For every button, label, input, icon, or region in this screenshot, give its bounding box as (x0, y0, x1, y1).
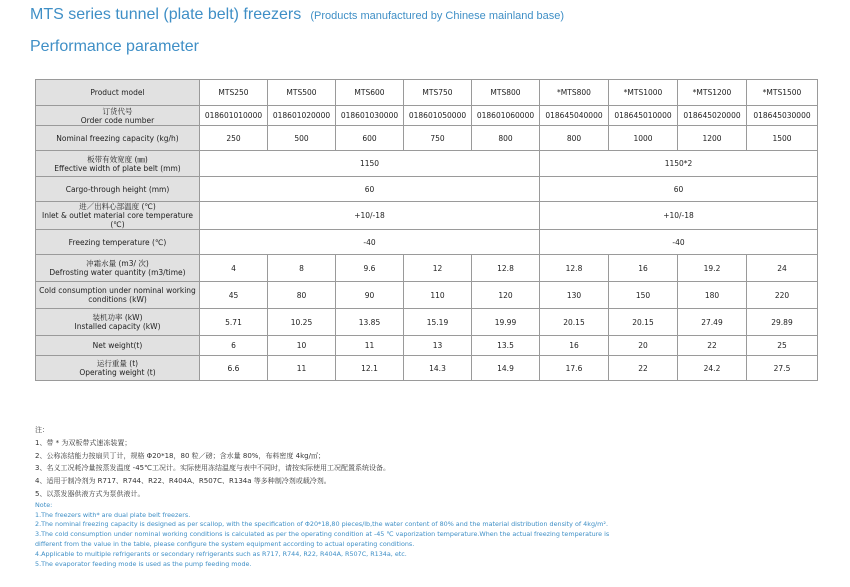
table-cell: 800 (472, 126, 540, 151)
row-label-en: Net weight(t) (92, 341, 143, 350)
table-cell: 13.5 (472, 336, 540, 356)
row-label-cn: 装机功率 (kW) (92, 313, 143, 322)
table-row (36, 230, 818, 255)
row-label (36, 151, 200, 177)
table-cell: 6.6 (200, 356, 268, 381)
table-cell: 20 (609, 336, 678, 356)
row-label (36, 336, 200, 356)
note-line-cn: 2、公称冻结能力按扇贝丁计，规格 Φ20*18，80 粒／磅；含水量 80%，布料密度 4kg/㎡； (35, 451, 325, 460)
table-cell: 27.49 (678, 309, 747, 336)
note-line-cn: 5、以蒸发器供液方式为泵供液计。 (35, 489, 145, 498)
row-label (36, 309, 200, 336)
note-line-cn: 3、名义工况耗冷量按蒸发温度 -45℃工况计。实际使用冻结温度与表中不同时，请按实际使用工况配置系统设备。 (35, 464, 390, 473)
table-row (36, 151, 818, 177)
column-header: MTS800 (472, 80, 540, 106)
table-cell: 29.89 (747, 309, 818, 336)
column-header: MTS600 (336, 80, 404, 106)
table-cell: 24 (747, 255, 818, 282)
table-cell: 018601010000 (200, 106, 268, 126)
notes-chinese (35, 424, 835, 501)
table-cell: 15.19 (404, 309, 472, 336)
table-cell: 45 (200, 282, 268, 309)
table-cell: 90 (336, 282, 404, 309)
table-cell: 24.2 (678, 356, 747, 381)
table-cell: 018645030000 (747, 106, 818, 126)
note-line-en: 5.The evaporator feeding mode is used as the pump feeding mode. (35, 559, 252, 568)
row-label (36, 282, 200, 309)
table-cell: 018645010000 (609, 106, 678, 126)
row-label-en: Freezing temperature (℃) (68, 237, 167, 247)
table-row (36, 282, 818, 309)
column-header: MTS250 (200, 80, 268, 106)
column-header: MTS750 (404, 80, 472, 106)
table-cell: 16 (609, 255, 678, 282)
table-cell: 17.6 (540, 356, 609, 381)
row-label-en: Operating weight (t) (79, 368, 156, 377)
row-label-en: Defrosting water quantity (m3/time) (49, 268, 186, 277)
table-cell: 22 (609, 356, 678, 381)
table-cell: 16 (540, 336, 609, 356)
table-cell: 14.3 (404, 356, 472, 381)
table-cell: 750 (404, 126, 472, 151)
row-label-en: Nominal freezing capacity (kg/h) (56, 133, 179, 143)
page-header (30, 4, 564, 24)
row-label (36, 126, 200, 151)
note-line-en: Note: (35, 500, 53, 509)
table-cell: 110 (404, 282, 472, 309)
table-cell: 19.99 (472, 309, 540, 336)
table-cell: 150 (609, 282, 678, 309)
table-row (36, 126, 818, 151)
table-cell: 13 (404, 336, 472, 356)
table-cell: 19.2 (678, 255, 747, 282)
row-label-en: Inlet & outlet material core temperature (℃) (42, 211, 193, 229)
table-cell: 1000 (609, 126, 678, 151)
table-cell: 500 (268, 126, 336, 151)
table-cell: 60 (540, 177, 818, 202)
row-label (36, 177, 200, 202)
table-row (36, 255, 818, 282)
table-row (36, 309, 818, 336)
note-line-cn: 4、适用于制冷剂为 R717、R744、R22、R404A、R507C、R134a 等多种制冷剂或载冷剂。 (35, 477, 331, 486)
note-line-cn: 1、带 * 为双板带式速冻装置； (35, 438, 132, 447)
page-subtitle: (Products manufactured by Chinese mainland base) (310, 10, 565, 22)
note-line-en: 1.The freezers with* are dual plate belt freezers. (35, 510, 191, 519)
row-label (36, 356, 200, 381)
table-row (36, 202, 818, 230)
row-label-en: Cargo-through height (mm) (65, 184, 170, 194)
table-cell: 14.9 (472, 356, 540, 381)
table-cell: 800 (540, 126, 609, 151)
table-cell: 130 (540, 282, 609, 309)
table-row (36, 336, 818, 356)
row-label-cn: 运行重量 (t) (96, 359, 139, 368)
row-label-en: Order code number (80, 115, 155, 125)
row-label-en: Cold consumption under nominal working conditions (kW) (39, 286, 196, 304)
row-label (36, 106, 200, 126)
note-line-cn: 注： (35, 426, 49, 434)
table-cell: 1150 (200, 151, 540, 177)
table-row (36, 177, 818, 202)
table-cell: +10/-18 (200, 202, 540, 230)
page-title: MTS series tunnel (plate belt) freezers (30, 6, 302, 23)
table-row (36, 356, 818, 381)
table-row (36, 80, 818, 106)
table-cell: 20.15 (540, 309, 609, 336)
table-cell: 8 (268, 255, 336, 282)
table-cell: 018601050000 (404, 106, 472, 126)
table-cell: 120 (472, 282, 540, 309)
table-cell: 6 (200, 336, 268, 356)
table-cell: 180 (678, 282, 747, 309)
table-cell: 018601030000 (336, 106, 404, 126)
row-label-cn: 板带有效宽度 (㎜) (87, 154, 148, 164)
table-cell: 220 (747, 282, 818, 309)
table-cell: 9.6 (336, 255, 404, 282)
table-cell: 22 (678, 336, 747, 356)
row-label (36, 202, 200, 230)
column-header: MTS500 (268, 80, 336, 106)
row-label (36, 230, 200, 255)
table-cell: 10.25 (268, 309, 336, 336)
note-line-en: 2.The nominal freezing capacity is designed as per scallop, with the specification of Φ20*18,80 pieces/lb,the water content of 80% and the material distribution density of 4kg/m². (35, 520, 608, 529)
table-cell: 1500 (747, 126, 818, 151)
table-cell: 12 (404, 255, 472, 282)
table-cell: 018645040000 (540, 106, 609, 126)
table-cell: -40 (200, 230, 540, 255)
table-cell: 1150*2 (540, 151, 818, 177)
table-cell: 60 (200, 177, 540, 202)
column-header: *MTS1200 (678, 80, 747, 106)
note-line-en: different from the value in the table, please configure the system equipment according to actual operating conditions. (35, 539, 415, 548)
table-cell: 4 (200, 255, 268, 282)
table-cell: 12.8 (540, 255, 609, 282)
table-cell: 27.5 (747, 356, 818, 381)
table-cell: 11 (268, 356, 336, 381)
notes-section (35, 424, 835, 569)
row-label-cn: 进／出料心部温度 (℃) (79, 202, 156, 211)
table-cell: 600 (336, 126, 404, 151)
table-cell: 11 (336, 336, 404, 356)
row-label (36, 80, 200, 106)
table-cell: 20.15 (609, 309, 678, 336)
row-label-cn: 冲霜水量 (m3/ 次) (86, 259, 149, 268)
row-label (36, 255, 200, 282)
table-cell: 018601020000 (268, 106, 336, 126)
table-cell: 80 (268, 282, 336, 309)
row-label-en: Product model (90, 88, 145, 97)
table-cell: 13.85 (336, 309, 404, 336)
table-row (36, 106, 818, 126)
table-cell: 10 (268, 336, 336, 356)
table-cell: +10/-18 (540, 202, 818, 230)
row-label-cn: 订货代号 (102, 106, 133, 116)
table-cell: 018645020000 (678, 106, 747, 126)
column-header: *MTS1000 (609, 80, 678, 106)
note-line-en: 3.The cold consumption under nominal working conditions is calculated as per the operating condition at -45 ℃ vaporization temperature.When the actual freezing temperature is (35, 530, 610, 539)
row-label-en: Installed capacity (kW) (74, 322, 161, 331)
table-cell: 1200 (678, 126, 747, 151)
table-cell: 25 (747, 336, 818, 356)
row-label-en: Effective width of plate belt (mm) (54, 163, 181, 173)
table-cell: 250 (200, 126, 268, 151)
table-cell: 5.71 (200, 309, 268, 336)
column-header: *MTS800 (540, 80, 609, 106)
performance-table (35, 79, 818, 381)
table-cell: 12.1 (336, 356, 404, 381)
table-cell: -40 (540, 230, 818, 255)
column-header: *MTS1500 (747, 80, 818, 106)
table-cell: 018601060000 (472, 106, 540, 126)
section-title: Performance parameter (30, 38, 199, 55)
table-cell: 12.8 (472, 255, 540, 282)
note-line-en: 4.Applicable to multiple refrigerants or secondary refrigerants such as R717, R744, R22, R404A, R507C, R134a, etc. (35, 549, 407, 558)
notes-english (35, 501, 835, 570)
